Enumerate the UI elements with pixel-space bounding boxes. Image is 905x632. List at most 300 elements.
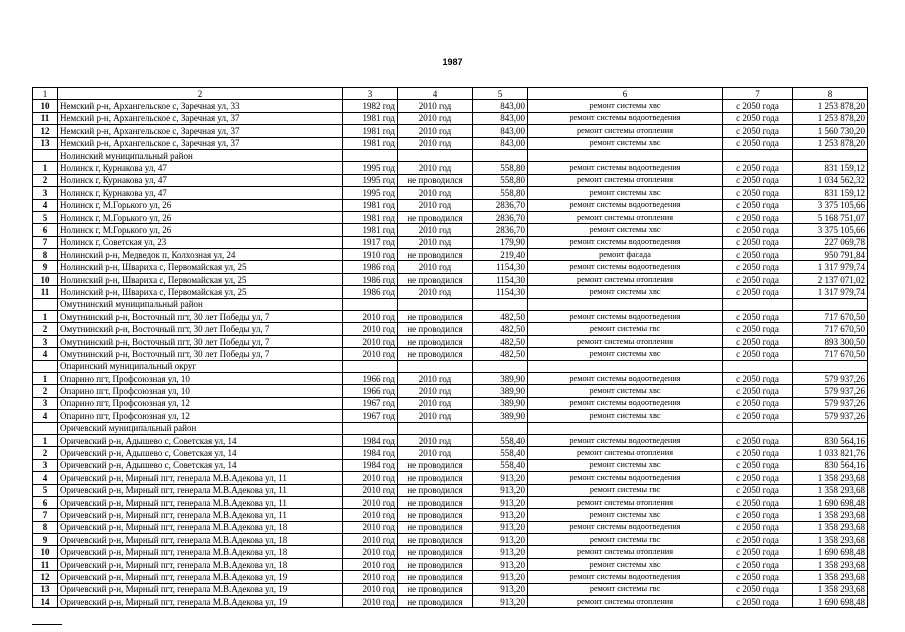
cell-area: 843,00 — [473, 112, 528, 124]
section-cell-empty — [33, 149, 58, 161]
cell-cost: 3 375 105,66 — [793, 224, 868, 236]
cell-area: 558,40 — [473, 459, 528, 471]
cell-last-repair: не проводился — [398, 323, 473, 335]
cell-n: 2 — [33, 174, 58, 186]
table-row — [33, 484, 868, 496]
cell-address: Опарино пгт, Профсоюзная ул, 10 — [58, 385, 343, 397]
table-row — [33, 546, 868, 558]
cell-area: 913,20 — [473, 558, 528, 570]
cell-area: 482,50 — [473, 311, 528, 323]
cell-cost: 1 358 293,68 — [793, 521, 868, 533]
cell-period: с 2050 года — [723, 236, 793, 248]
cell-n: 14 — [33, 596, 58, 608]
cell-area: 843,00 — [473, 137, 528, 149]
cell-year-built: 1967 год — [343, 397, 398, 409]
cell-period: с 2050 года — [723, 372, 793, 384]
cell-year-built: 1967 год — [343, 410, 398, 422]
cell-work: ремонт системы водоотведения — [528, 372, 723, 384]
cell-year-built: 2010 год — [343, 521, 398, 533]
cell-period: с 2050 года — [723, 162, 793, 174]
cell-address: Оричевский р-н, Мирный пгт, генерала М.В.Адекова ул, 11 — [58, 509, 343, 521]
table-row — [33, 434, 868, 446]
cell-n: 8 — [33, 249, 58, 261]
cell-address: Немский р-н, Архангельское с, Заречная ул, 37 — [58, 112, 343, 124]
cell-period: с 2050 года — [723, 348, 793, 360]
cell-last-repair: 2010 год — [398, 410, 473, 422]
cell-cost: 1 317 979,74 — [793, 261, 868, 273]
cell-last-repair: не проводился — [398, 534, 473, 546]
cell-n: 10 — [33, 546, 58, 558]
cell-year-built: 1986 год — [343, 273, 398, 285]
cell-year-built: 1981 год — [343, 224, 398, 236]
cell-n: 3 — [33, 335, 58, 347]
cell-address: Немский р-н, Архангельское с, Заречная ул, 37 — [58, 125, 343, 137]
cell-year-built: 2010 год — [343, 509, 398, 521]
table-row — [33, 100, 868, 112]
cell-year-built: 1917 год — [343, 236, 398, 248]
table-row — [33, 472, 868, 484]
table-row — [33, 558, 868, 570]
cell-area: 482,50 — [473, 348, 528, 360]
cell-area: 2836,70 — [473, 224, 528, 236]
table-header-row — [33, 88, 868, 100]
table-row — [33, 261, 868, 273]
cell-work: ремонт системы водоотведения — [528, 199, 723, 211]
cell-address: Нолинск г, Советская ул, 23 — [58, 236, 343, 248]
cell-year-built: 1981 год — [343, 125, 398, 137]
header-cell: 1 — [33, 88, 58, 100]
cell-period: с 2050 года — [723, 125, 793, 137]
table-row — [33, 410, 868, 422]
cell-year-built: 1986 год — [343, 286, 398, 298]
cell-area: 913,20 — [473, 521, 528, 533]
cell-period: с 2050 года — [723, 496, 793, 508]
cell-work: ремонт системы гвс — [528, 484, 723, 496]
cell-year-built: 2010 год — [343, 348, 398, 360]
cell-period: с 2050 года — [723, 224, 793, 236]
cell-n: 9 — [33, 534, 58, 546]
cell-last-repair: не проводился — [398, 509, 473, 521]
table-row — [33, 385, 868, 397]
cell-year-built: 1981 год — [343, 211, 398, 223]
cell-period: с 2050 года — [723, 571, 793, 583]
cell-area: 913,20 — [473, 546, 528, 558]
table-row — [33, 459, 868, 471]
cell-cost: 1 690 698,48 — [793, 596, 868, 608]
cell-work: ремонт системы отопления — [528, 496, 723, 508]
cell-last-repair: 2010 год — [398, 125, 473, 137]
cell-cost: 1 358 293,68 — [793, 472, 868, 484]
table-row — [33, 596, 868, 608]
cell-year-built: 1984 год — [343, 434, 398, 446]
cell-year-built: 1984 год — [343, 447, 398, 459]
cell-work: ремонт системы водоотведения — [528, 311, 723, 323]
cell-work: ремонт системы хвс — [528, 286, 723, 298]
cell-last-repair: 2010 год — [398, 199, 473, 211]
cell-area: 913,20 — [473, 534, 528, 546]
section-cell-empty — [528, 298, 723, 310]
table-row — [33, 162, 868, 174]
cell-cost: 1 253 878,20 — [793, 112, 868, 124]
cell-last-repair: не проводился — [398, 249, 473, 261]
cell-period: с 2050 года — [723, 472, 793, 484]
cell-work: ремонт системы водоотведения — [528, 521, 723, 533]
cell-work: ремонт системы гвс — [528, 323, 723, 335]
cell-n: 6 — [33, 224, 58, 236]
section-cell-empty — [398, 298, 473, 310]
header-cell: 8 — [793, 88, 868, 100]
section-cell-empty — [793, 149, 868, 161]
section-row — [33, 298, 868, 310]
cell-period: с 2050 года — [723, 286, 793, 298]
cell-work: ремонт системы хвс — [528, 385, 723, 397]
cell-work: ремонт системы отопления — [528, 447, 723, 459]
cell-cost: 1 358 293,68 — [793, 509, 868, 521]
cell-work: ремонт системы отопления — [528, 174, 723, 186]
cell-cost: 1 034 562,32 — [793, 174, 868, 186]
section-cell-empty — [723, 360, 793, 372]
cell-period: с 2050 года — [723, 112, 793, 124]
cell-cost: 830 564,16 — [793, 434, 868, 446]
cell-cost: 830 564,16 — [793, 459, 868, 471]
cell-area: 1154,30 — [473, 261, 528, 273]
cell-cost: 1 253 878,20 — [793, 137, 868, 149]
section-cell-empty — [473, 360, 528, 372]
section-cell-empty — [793, 360, 868, 372]
cell-address: Оричевский р-н, Мирный пгт, генерала М.В.Адекова ул, 18 — [58, 558, 343, 570]
cell-work: ремонт системы гвс — [528, 534, 723, 546]
cell-address: Нолинский р-н, Шварихa с, Первомайская ул, 25 — [58, 273, 343, 285]
cell-last-repair: 2010 год — [398, 162, 473, 174]
table-row — [33, 236, 868, 248]
cell-last-repair: 2010 год — [398, 372, 473, 384]
footnote-divider — [32, 624, 62, 625]
cell-n: 5 — [33, 484, 58, 496]
header-cell: 7 — [723, 88, 793, 100]
cell-n: 4 — [33, 410, 58, 422]
cell-cost: 831 159,12 — [793, 187, 868, 199]
cell-n: 1 — [33, 434, 58, 446]
cell-last-repair: 2010 год — [398, 261, 473, 273]
cell-address: Немский р-н, Архангельское с, Заречная ул, 37 — [58, 137, 343, 149]
cell-period: с 2050 года — [723, 385, 793, 397]
cell-last-repair: 2010 год — [398, 397, 473, 409]
section-cell-empty — [473, 422, 528, 434]
cell-cost: 893 300,50 — [793, 335, 868, 347]
cell-cost: 1 253 878,20 — [793, 100, 868, 112]
cell-area: 558,40 — [473, 434, 528, 446]
cell-period: с 2050 года — [723, 558, 793, 570]
section-cell-empty — [343, 149, 398, 161]
cell-last-repair: не проводился — [398, 596, 473, 608]
table-row — [33, 224, 868, 236]
cell-work: ремонт системы водоотведения — [528, 112, 723, 124]
cell-cost: 579 937,26 — [793, 385, 868, 397]
cell-n: 3 — [33, 187, 58, 199]
cell-period: с 2050 года — [723, 311, 793, 323]
table-row — [33, 211, 868, 223]
table-row — [33, 571, 868, 583]
table-row — [33, 323, 868, 335]
cell-work: ремонт системы хвс — [528, 558, 723, 570]
cell-n: 4 — [33, 348, 58, 360]
cell-year-built: 1995 год — [343, 174, 398, 186]
cell-cost: 1 358 293,68 — [793, 583, 868, 595]
cell-last-repair: не проводился — [398, 558, 473, 570]
table-row — [33, 249, 868, 261]
cell-address: Нолинск г, М.Горького ул, 26 — [58, 211, 343, 223]
cell-address: Оричевский р-н, Адышево с, Советская ул, 14 — [58, 459, 343, 471]
cell-period: с 2050 года — [723, 484, 793, 496]
cell-work: ремонт системы отопления — [528, 596, 723, 608]
cell-n: 13 — [33, 137, 58, 149]
cell-cost: 1 690 698,48 — [793, 496, 868, 508]
cell-period: с 2050 года — [723, 596, 793, 608]
cell-address: Нолинск г, М.Горького ул, 26 — [58, 224, 343, 236]
cell-period: с 2050 года — [723, 583, 793, 595]
cell-area: 913,20 — [473, 496, 528, 508]
cell-address: Оричевский р-н, Адышево с, Советская ул, 14 — [58, 447, 343, 459]
cell-area: 558,40 — [473, 447, 528, 459]
cell-year-built: 2010 год — [343, 546, 398, 558]
cell-n: 4 — [33, 199, 58, 211]
table-row — [33, 125, 868, 137]
cell-area: 843,00 — [473, 125, 528, 137]
cell-address: Оричевский р-н, Мирный пгт, генерала М.В.Адекова ул, 11 — [58, 472, 343, 484]
cell-last-repair: 2010 год — [398, 187, 473, 199]
cell-year-built: 1981 год — [343, 112, 398, 124]
cell-period: с 2050 года — [723, 534, 793, 546]
section-cell-empty — [793, 422, 868, 434]
section-cell-empty — [528, 149, 723, 161]
cell-address: Немский р-н, Архангельское с, Заречная ул, 33 — [58, 100, 343, 112]
table-row — [33, 583, 868, 595]
cell-period: с 2050 года — [723, 509, 793, 521]
cell-last-repair: не проводился — [398, 546, 473, 558]
cell-last-repair: не проводился — [398, 521, 473, 533]
cell-period: с 2050 года — [723, 261, 793, 273]
section-row — [33, 149, 868, 161]
cell-cost: 227 069,78 — [793, 236, 868, 248]
cell-n: 2 — [33, 323, 58, 335]
cell-n: 7 — [33, 236, 58, 248]
cell-address: Опарино пгт, Профсоюзная ул, 12 — [58, 410, 343, 422]
cell-area: 2836,70 — [473, 211, 528, 223]
cell-period: с 2050 года — [723, 459, 793, 471]
cell-address: Нолинск г, М.Горького ул, 26 — [58, 199, 343, 211]
cell-address: Оричевский р-н, Мирный пгт, генерала М.В.Адекова ул, 19 — [58, 583, 343, 595]
header-cell: 6 — [528, 88, 723, 100]
cell-year-built: 2010 год — [343, 496, 398, 508]
cell-year-built: 1982 год — [343, 100, 398, 112]
cell-work: ремонт системы водоотведения — [528, 236, 723, 248]
cell-area: 179,90 — [473, 236, 528, 248]
cell-period: с 2050 года — [723, 187, 793, 199]
cell-last-repair: не проводился — [398, 174, 473, 186]
table-row — [33, 335, 868, 347]
cell-address: Омутнинский р-н, Восточный пгт, 30 лет Победы ул, 7 — [58, 311, 343, 323]
cell-area: 1154,30 — [473, 273, 528, 285]
cell-last-repair: не проводился — [398, 583, 473, 595]
table-row — [33, 137, 868, 149]
section-row — [33, 422, 868, 434]
cell-period: с 2050 года — [723, 137, 793, 149]
cell-period: с 2050 года — [723, 273, 793, 285]
cell-n: 11 — [33, 558, 58, 570]
cell-last-repair: не проводился — [398, 459, 473, 471]
cell-last-repair: 2010 год — [398, 286, 473, 298]
cell-area: 558,80 — [473, 162, 528, 174]
cell-cost: 579 937,26 — [793, 410, 868, 422]
cell-cost: 3 375 105,66 — [793, 199, 868, 211]
cell-period: с 2050 года — [723, 174, 793, 186]
cell-cost: 2 137 071,02 — [793, 273, 868, 285]
cell-work: ремонт системы гвс — [528, 583, 723, 595]
cell-last-repair: 2010 год — [398, 137, 473, 149]
section-cell-empty — [343, 422, 398, 434]
cell-address: Оричевский р-н, Мирный пгт, генерала М.В.Адекова ул, 11 — [58, 496, 343, 508]
section-cell-empty — [33, 422, 58, 434]
cell-address: Оричевский р-н, Мирный пгт, генерала М.В.Адекова ул, 18 — [58, 546, 343, 558]
cell-n: 1 — [33, 311, 58, 323]
section-title: Нолинский муниципальный район — [58, 149, 343, 161]
cell-address: Нолинск г, Курнакова ул, 47 — [58, 162, 343, 174]
cell-period: с 2050 года — [723, 397, 793, 409]
cell-last-repair: 2010 год — [398, 112, 473, 124]
cell-area: 913,20 — [473, 571, 528, 583]
cell-last-repair: 2010 год — [398, 434, 473, 446]
header-cell: 2 — [58, 88, 343, 100]
section-cell-empty — [723, 298, 793, 310]
section-cell-empty — [398, 360, 473, 372]
cell-address: Оричевский р-н, Мирный пгт, генерала М.В.Адекова ул, 18 — [58, 534, 343, 546]
cell-last-repair: 2010 год — [398, 100, 473, 112]
cell-cost: 717 670,50 — [793, 348, 868, 360]
table-row — [33, 174, 868, 186]
cell-n: 10 — [33, 100, 58, 112]
cell-cost: 1 560 730,20 — [793, 125, 868, 137]
cell-year-built: 1966 год — [343, 372, 398, 384]
cell-work: ремонт системы отопления — [528, 125, 723, 137]
cell-n: 11 — [33, 286, 58, 298]
cell-cost: 579 937,26 — [793, 372, 868, 384]
section-cell-empty — [343, 360, 398, 372]
cell-last-repair: не проводился — [398, 273, 473, 285]
cell-cost: 5 168 751,07 — [793, 211, 868, 223]
table-row — [33, 372, 868, 384]
section-title: Опаринский муниципальный округ — [58, 360, 343, 372]
cell-area: 913,20 — [473, 596, 528, 608]
cell-last-repair: 2010 год — [398, 385, 473, 397]
cell-n: 13 — [33, 583, 58, 595]
cell-year-built: 1984 год — [343, 459, 398, 471]
cell-area: 482,50 — [473, 323, 528, 335]
cell-address: Оричевский р-н, Мирный пгт, генерала М.В.Адекова ул, 19 — [58, 571, 343, 583]
section-title: Оричевский муниципальный район — [58, 422, 343, 434]
cell-period: с 2050 года — [723, 335, 793, 347]
cell-period: с 2050 года — [723, 521, 793, 533]
cell-address: Опарино пгт, Профсоюзная ул, 10 — [58, 372, 343, 384]
cell-area: 389,90 — [473, 410, 528, 422]
section-cell-empty — [33, 360, 58, 372]
cell-year-built: 1981 год — [343, 137, 398, 149]
cell-address: Омутнинский р-н, Восточный пгт, 30 лет Победы ул, 7 — [58, 348, 343, 360]
cell-last-repair: не проводился — [398, 211, 473, 223]
cell-work: ремонт системы хвс — [528, 410, 723, 422]
cell-work: ремонт системы хвс — [528, 137, 723, 149]
cell-year-built: 2010 год — [343, 311, 398, 323]
cell-n: 4 — [33, 472, 58, 484]
cell-n: 9 — [33, 261, 58, 273]
cell-cost: 717 670,50 — [793, 323, 868, 335]
cell-address: Оричевский р-н, Мирный пгт, генерала М.В.Адекова ул, 11 — [58, 484, 343, 496]
cell-n: 1 — [33, 162, 58, 174]
page-number: 1987 — [442, 57, 463, 67]
cell-work: ремонт системы водоотведения — [528, 261, 723, 273]
cell-year-built: 1981 год — [343, 199, 398, 211]
table-row — [33, 273, 868, 285]
cell-period: с 2050 года — [723, 249, 793, 261]
cell-last-repair: не проводился — [398, 335, 473, 347]
cell-n: 5 — [33, 211, 58, 223]
cell-year-built: 1986 год — [343, 261, 398, 273]
cell-n: 2 — [33, 385, 58, 397]
cell-cost: 831 159,12 — [793, 162, 868, 174]
cell-n: 7 — [33, 509, 58, 521]
cell-year-built: 2010 год — [343, 571, 398, 583]
cell-address: Опарино пгт, Профсоюзная ул, 12 — [58, 397, 343, 409]
header-cell: 4 — [398, 88, 473, 100]
section-cell-empty — [473, 149, 528, 161]
cell-last-repair: не проводился — [398, 496, 473, 508]
cell-work: ремонт системы водоотведения — [528, 571, 723, 583]
cell-n: 10 — [33, 273, 58, 285]
table-row — [33, 311, 868, 323]
section-row — [33, 360, 868, 372]
table-row — [33, 521, 868, 533]
section-cell-empty — [473, 298, 528, 310]
section-cell-empty — [723, 422, 793, 434]
cell-address: Нолинск г, Курнакова ул, 47 — [58, 174, 343, 186]
cell-address: Нолинский р-н, Шварихa с, Первомайская ул, 25 — [58, 286, 343, 298]
table-row — [33, 187, 868, 199]
cell-period: с 2050 года — [723, 100, 793, 112]
cell-address: Омутнинский р-н, Восточный пгт, 30 лет Победы ул, 7 — [58, 335, 343, 347]
cell-address: Омутнинский р-н, Восточный пгт, 30 лет Победы ул, 7 — [58, 323, 343, 335]
cell-area: 482,50 — [473, 335, 528, 347]
cell-n: 8 — [33, 521, 58, 533]
cell-work: ремонт системы хвс — [528, 348, 723, 360]
header-cell: 3 — [343, 88, 398, 100]
cell-work: ремонт системы отопления — [528, 335, 723, 347]
cell-last-repair: не проводился — [398, 484, 473, 496]
section-cell-empty — [33, 298, 58, 310]
cell-n: 1 — [33, 372, 58, 384]
repair-schedule-table — [32, 87, 868, 608]
cell-year-built: 2010 год — [343, 484, 398, 496]
cell-year-built: 1995 год — [343, 162, 398, 174]
cell-n: 3 — [33, 459, 58, 471]
cell-period: с 2050 года — [723, 410, 793, 422]
cell-area: 913,20 — [473, 509, 528, 521]
cell-area: 558,80 — [473, 187, 528, 199]
cell-work: ремонт фасада — [528, 249, 723, 261]
cell-address: Нолинский р-н, Шварихa с, Первомайская ул, 25 — [58, 261, 343, 273]
cell-cost: 1 317 979,74 — [793, 286, 868, 298]
cell-area: 2836,70 — [473, 199, 528, 211]
cell-area: 843,00 — [473, 100, 528, 112]
cell-work: ремонт системы отопления — [528, 546, 723, 558]
